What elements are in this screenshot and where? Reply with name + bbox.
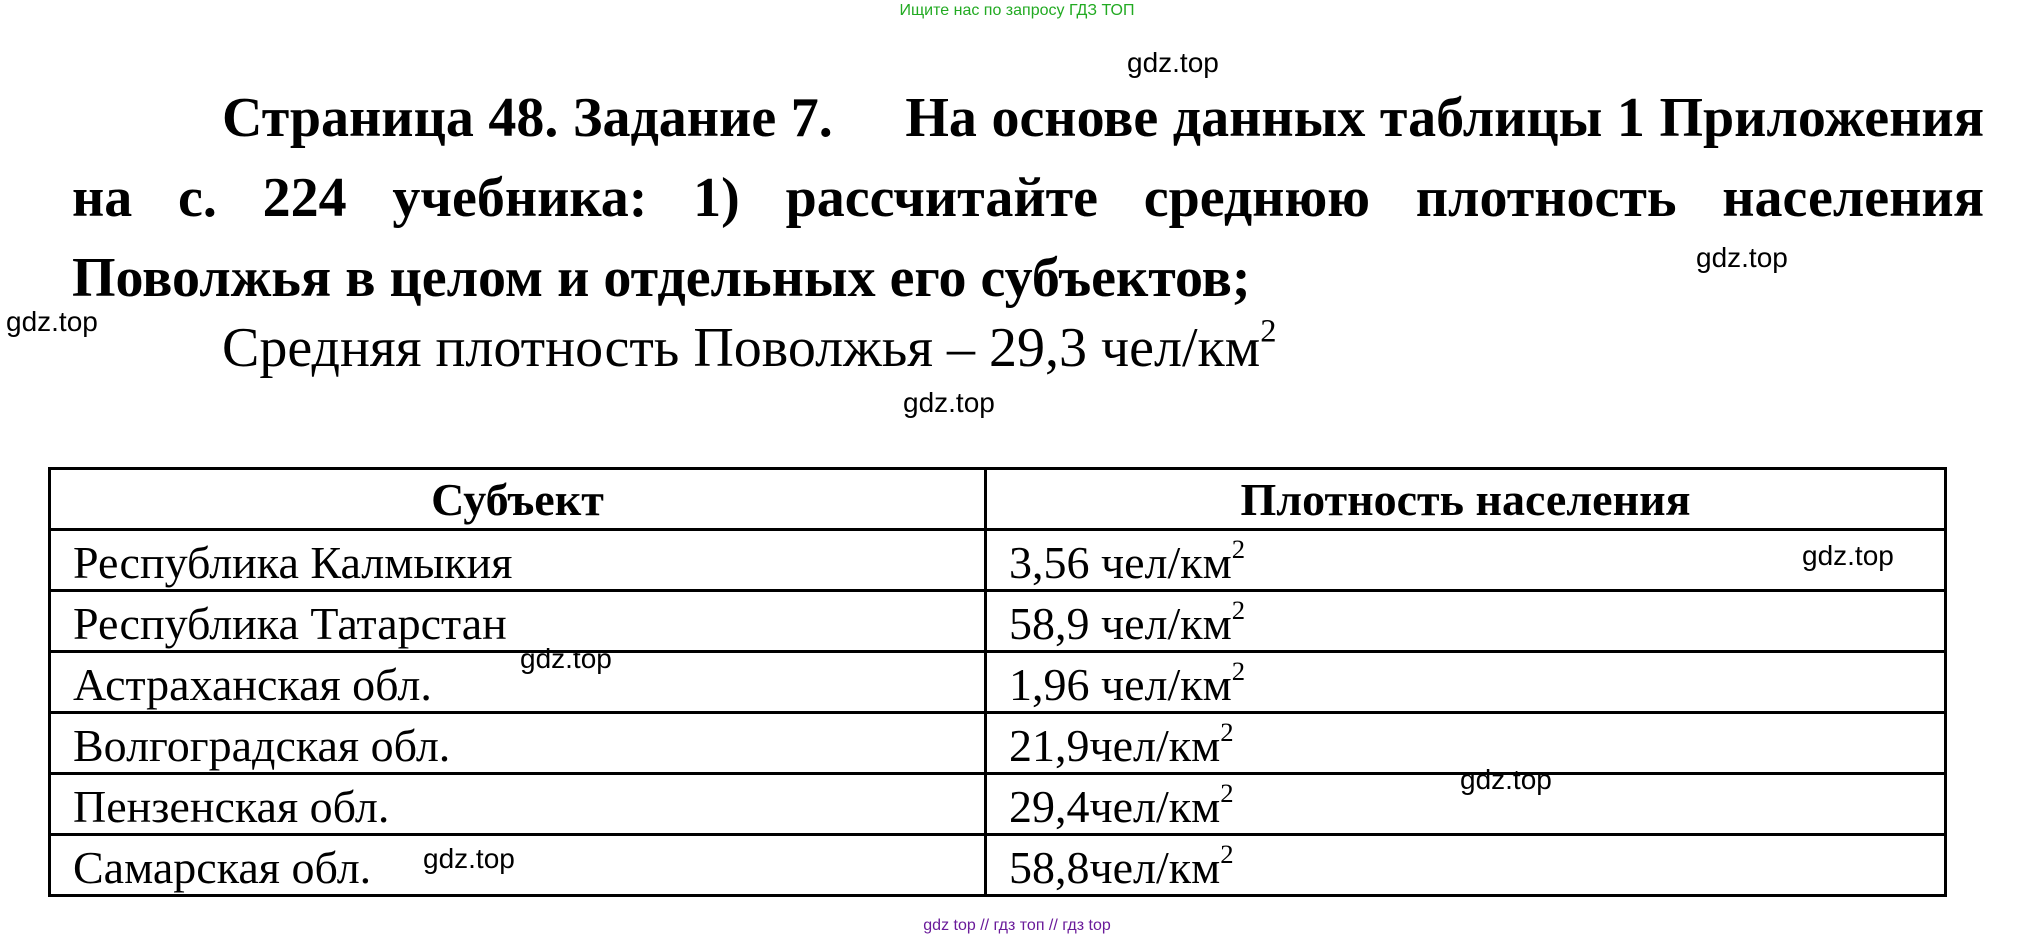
density-cell (986, 652, 1946, 713)
unit-superscript: 2 (1220, 839, 1234, 869)
density-cell (986, 591, 1946, 652)
density-value: 58,8чел/км (1009, 842, 1221, 893)
density-value: 21,9чел/км (1009, 720, 1221, 771)
table-row (50, 713, 1946, 774)
task-statement (72, 78, 1984, 318)
watermark: gdz.top (520, 643, 612, 674)
density-table (48, 467, 1947, 897)
table-body (50, 530, 1946, 896)
subject-cell: Волгоградская обл. (50, 713, 986, 774)
task-heading: Страница 48. Задание 7. (222, 87, 833, 149)
top-search-note: Ищите нас по запросу ГДЗ ТОП (899, 2, 1135, 19)
table-row (50, 591, 1946, 652)
watermark: gdz.top (423, 843, 515, 874)
density-cell (986, 713, 1946, 774)
table-row (50, 652, 1946, 713)
table-row (50, 774, 1946, 835)
watermark: gdz.top (1802, 540, 1894, 571)
table-header-row (50, 469, 1946, 530)
subject-cell: Республика Татарстан (50, 591, 986, 652)
subject-cell: Самарская обл. (50, 835, 986, 896)
average-density-text: Средняя плотность Поволжья – 29,3 чел/км (222, 317, 1261, 379)
subject-cell: Республика Калмыкия (50, 530, 986, 591)
table-row (50, 835, 1946, 896)
unit-superscript: 2 (1260, 313, 1277, 350)
unit-superscript: 2 (1220, 717, 1234, 747)
unit-superscript: 2 (1231, 595, 1246, 625)
column-header-subject: Субъект (50, 469, 986, 530)
density-cell (986, 530, 1946, 591)
density-cell (986, 835, 1946, 896)
watermark: gdz.top (903, 387, 995, 418)
unit-superscript: 2 (1220, 778, 1234, 808)
density-value: 58,9 чел/км (1009, 598, 1232, 649)
density-cell (986, 774, 1946, 835)
watermark: gdz.top (6, 306, 98, 337)
subject-cell: Астраханская обл. (50, 652, 986, 713)
table-row (50, 530, 1946, 591)
density-value: 29,4чел/км (1009, 781, 1221, 832)
footer-note: gdz top // гдз топ // гдз top (923, 917, 1111, 934)
watermark: gdz.top (1127, 47, 1219, 78)
average-density (222, 312, 1276, 384)
density-value: 1,96 чел/км (1009, 659, 1232, 710)
density-value: 3,56 чел/км (1009, 537, 1232, 588)
task-text: На основе данных таблицы 1 Приложения на с. 224 учебника: 1) рассчитайте среднюю плотность населения Поволжья в целом и отдельных его субъектов; (72, 87, 1984, 309)
watermark: gdz.top (1460, 764, 1552, 795)
subject-cell: Пензенская обл. (50, 774, 986, 835)
unit-superscript: 2 (1231, 534, 1246, 564)
unit-superscript: 2 (1231, 656, 1246, 686)
column-header-density: Плотность населения (986, 469, 1946, 530)
watermark: gdz.top (1696, 242, 1788, 273)
